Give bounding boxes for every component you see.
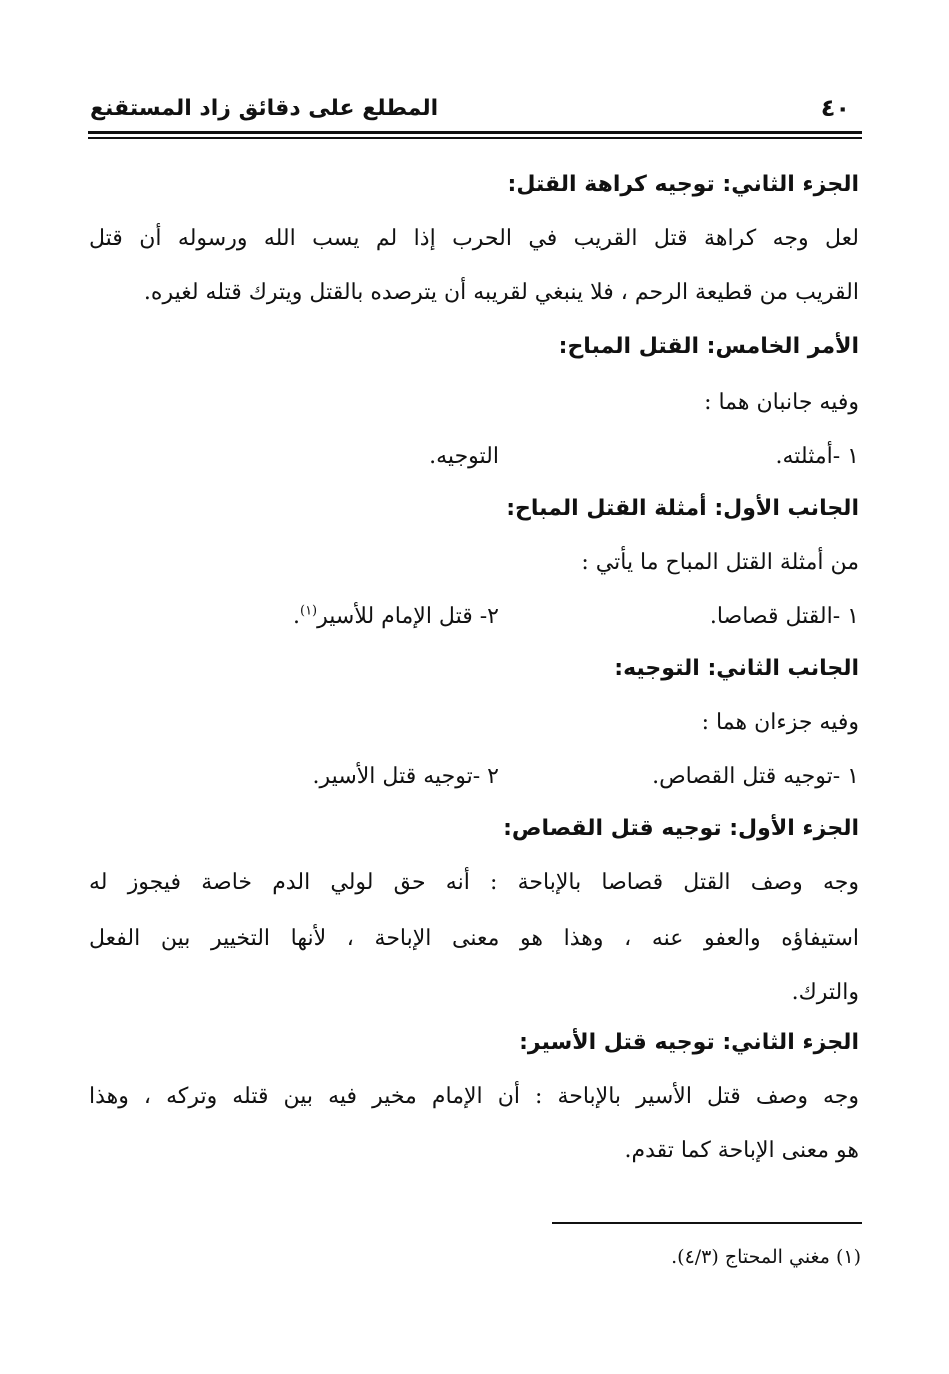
heading-part2-makruh: الجزء الثاني: توجيه كراهة القتل: — [507, 172, 859, 197]
heading-first-aspect: الجانب الأول: أمثلة القتل المباح: — [506, 496, 859, 521]
heading-second-aspect: الجانب الثاني: التوجيه: — [614, 656, 859, 681]
paragraph-line: وفيه جزءان هما : — [701, 710, 859, 735]
heading-fifth-matter: الأمر الخامس: القتل المباح: — [558, 334, 859, 359]
paragraph-line: استيفاؤه والعفو عنه ، وهذا هو معنى الإباحة ، لأنها التخيير بين الفعل — [89, 926, 859, 951]
footnote-ref: (١) — [299, 603, 318, 619]
header-rule-thick — [88, 131, 862, 134]
paragraph-line: وجه وصف القتل قصاصا بالإباحة : أنه حق لولي الدم خاصة فيجوز له — [89, 870, 859, 895]
page-number: ٤٠ — [820, 94, 850, 122]
running-title: المطلع على دقائق زاد المستقنع — [90, 96, 439, 121]
list-item: ١ -أمثلته. — [775, 444, 859, 469]
page-header — [90, 90, 860, 130]
paragraph-line: القريب من قطيعة الرحم ، فلا ينبغي لقريبه أن يترصده بالقتل ويترك قتله لغيره. — [143, 280, 859, 305]
paragraph-line: وفيه جانبان هما : — [704, 390, 859, 415]
heading-part2-captive: الجزء الثاني: توجيه قتل الأسير: — [519, 1030, 859, 1055]
list-item: ٢ -توجيه قتل الأسير. — [312, 764, 499, 789]
footnote-rule — [552, 1222, 862, 1224]
header-rule-thin — [88, 137, 862, 139]
list-row — [89, 432, 859, 482]
list-item-end: . — [292, 604, 300, 629]
list-item: التوجيه. — [429, 444, 499, 469]
list-item: ١ -القتل قصاصا. — [709, 604, 859, 629]
list-item: ١ -توجيه قتل القصاص. — [652, 764, 859, 789]
footnote: (١) مغني المحتاج (٤/٣). — [671, 1246, 861, 1268]
paragraph-line: والترك. — [791, 980, 859, 1005]
list-item-text: ٢- قتل الإمام للأسير — [317, 604, 499, 629]
heading-part1-qisas: الجزء الأول: توجيه قتل القصاص: — [503, 816, 859, 841]
paragraph-line: وجه وصف قتل الأسير بالإباحة : أن الإمام مخير فيه بين قتله وتركه ، وهذا — [89, 1084, 859, 1109]
list-row — [89, 752, 859, 802]
list-row — [89, 592, 859, 642]
list-item — [293, 592, 499, 642]
paragraph-line: هو معنى الإباحة كما تقدم. — [624, 1138, 859, 1163]
paragraph-line: لعل وجه كراهة قتل القريب في الحرب إذا لم يسب الله ورسوله أن قتل — [89, 226, 859, 251]
paragraph-line: من أمثلة القتل المباح ما يأتي : — [581, 550, 859, 575]
